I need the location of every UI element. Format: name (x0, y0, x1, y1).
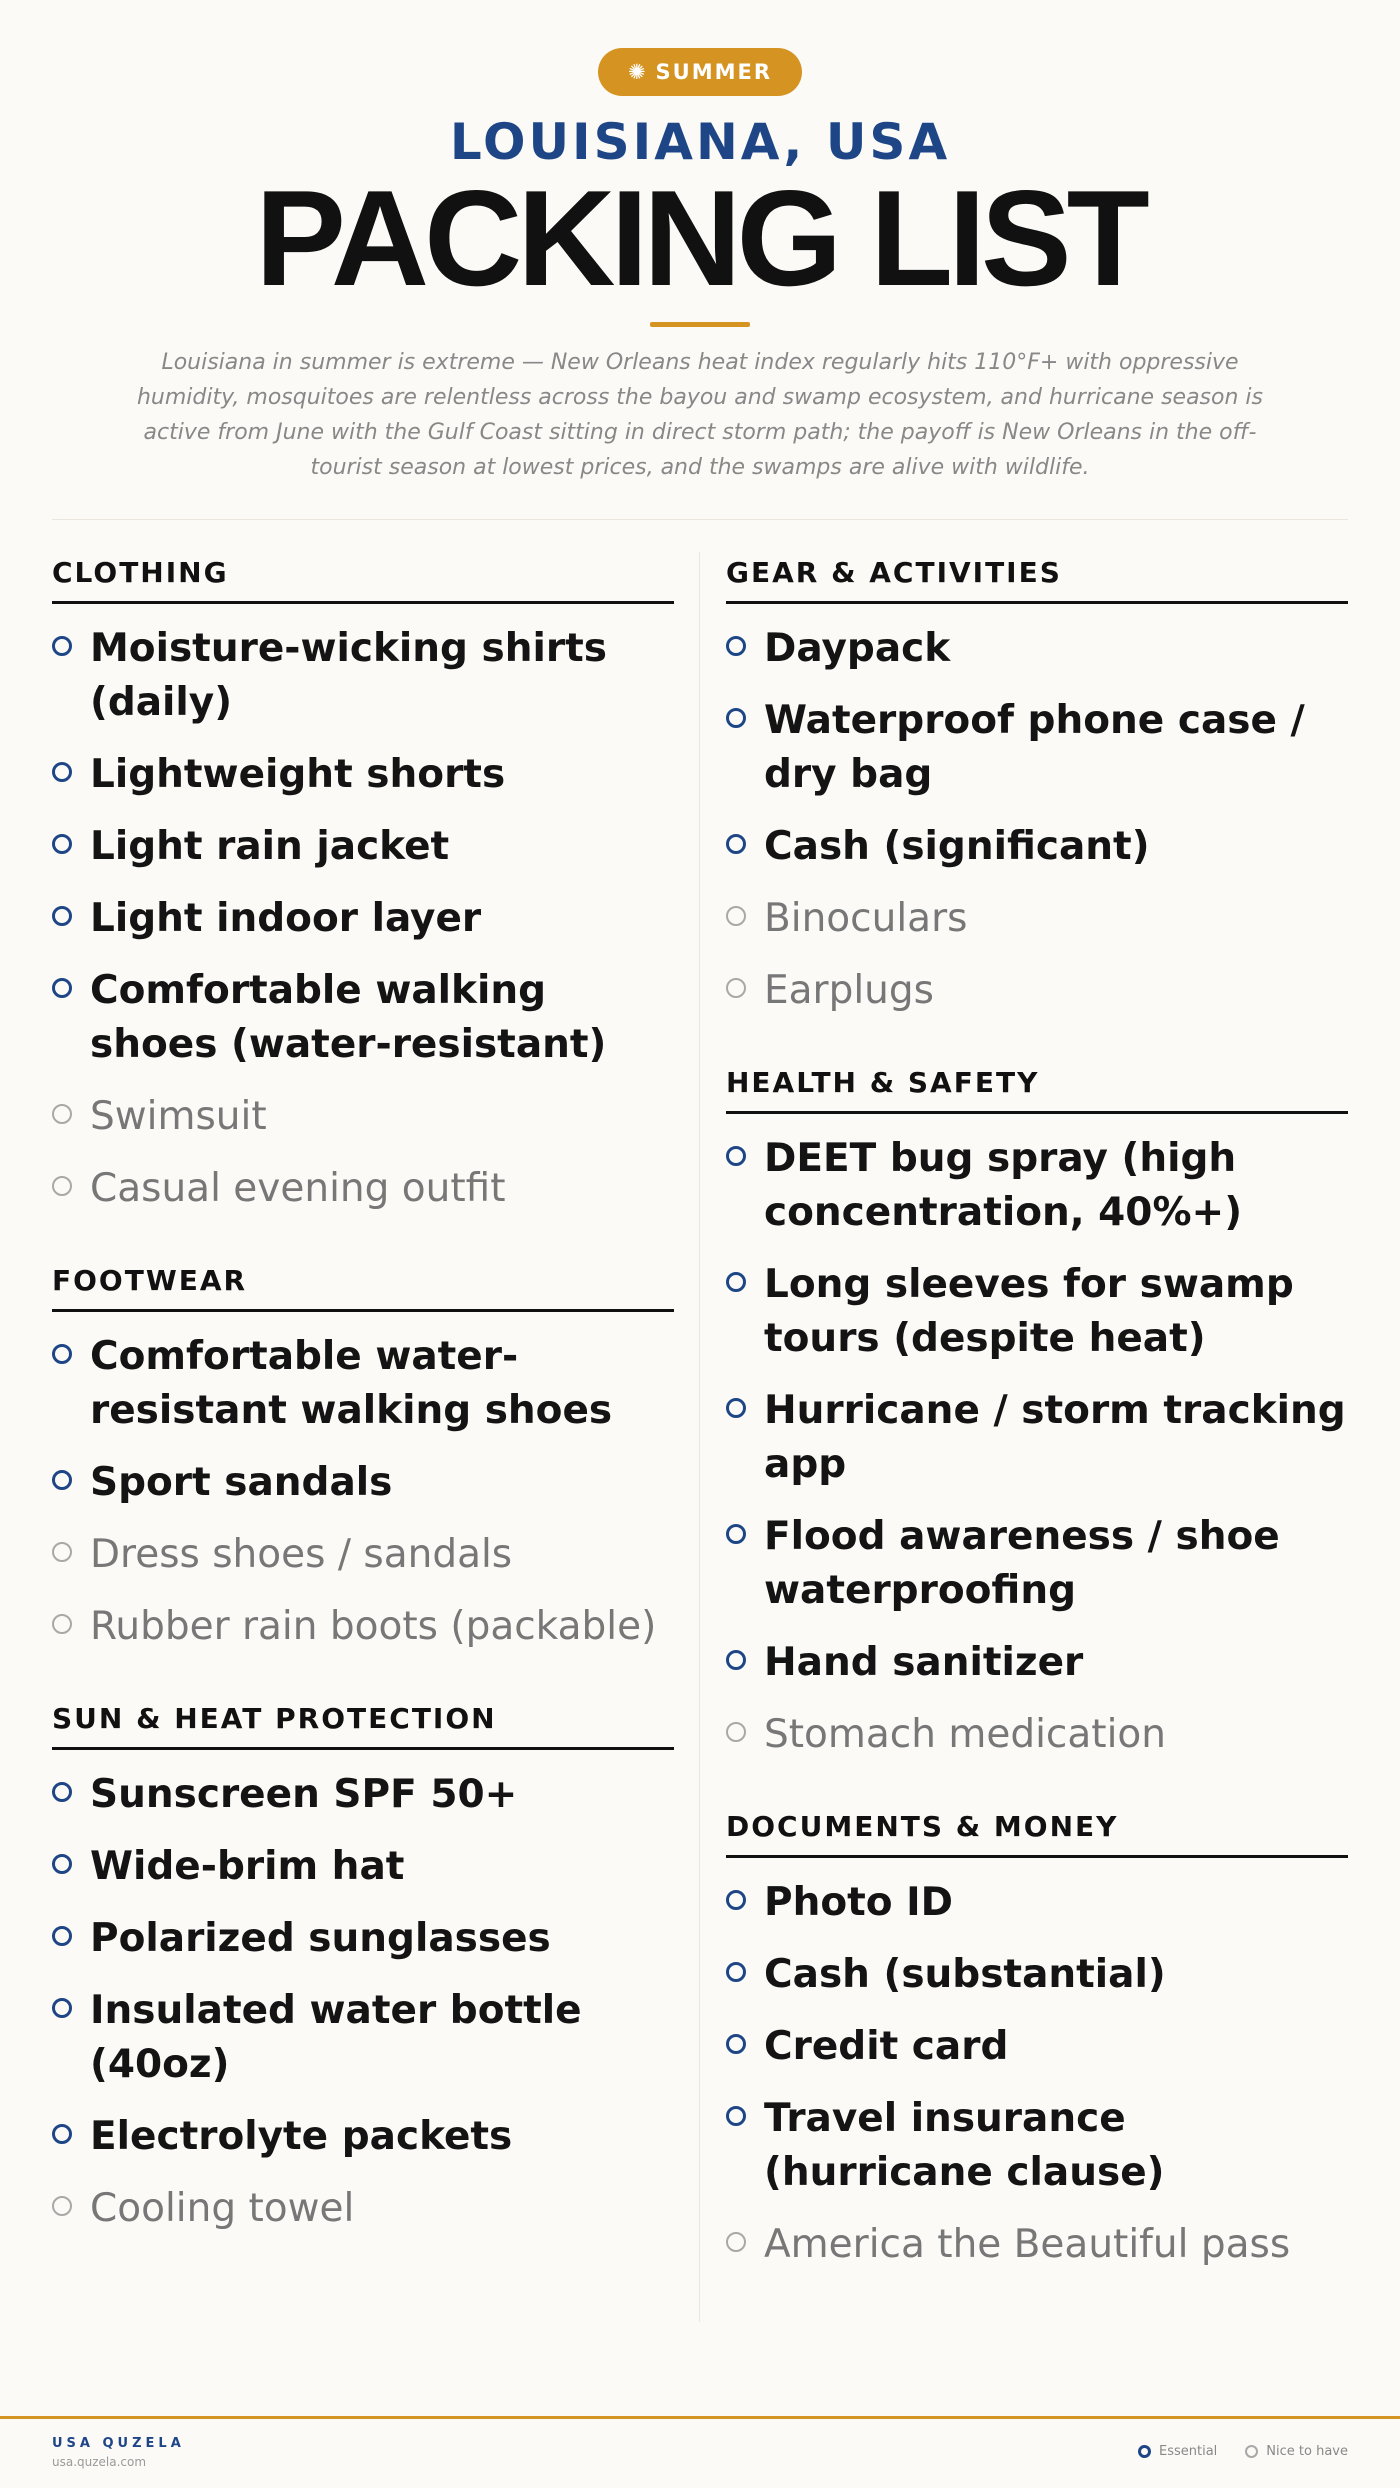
checkbox-circle-icon[interactable] (52, 2124, 72, 2144)
checklist-item[interactable] (52, 1840, 674, 1894)
checkbox-circle-icon[interactable] (726, 1650, 746, 1670)
item-label: Moisture-wicking shirts (daily) (90, 626, 607, 725)
legend-essential-label: Essential (1159, 2444, 1218, 2459)
section-sun-heat (52, 1702, 674, 2236)
section-title: SUN & HEAT PROTECTION (52, 1702, 674, 1750)
section-title: DOCUMENTS & MONEY (726, 1810, 1348, 1858)
checkbox-circle-icon[interactable] (52, 1104, 72, 1124)
section-title: GEAR & ACTIVITIES (726, 556, 1348, 604)
checklist-item[interactable] (52, 820, 674, 874)
checklist-item[interactable] (52, 1528, 674, 1582)
item-label: Photo ID (764, 1880, 954, 1925)
checklist-item[interactable] (726, 1510, 1348, 1618)
checklist-item[interactable] (52, 1456, 674, 1510)
checkbox-circle-icon[interactable] (52, 1854, 72, 1874)
checkbox-circle-icon[interactable] (52, 1176, 72, 1196)
checkbox-circle-icon[interactable] (726, 2232, 746, 2252)
item-label: Lightweight shorts (90, 752, 506, 797)
item-label: Light indoor layer (90, 896, 482, 941)
checkbox-circle-icon[interactable] (726, 1146, 746, 1166)
checkbox-circle-icon[interactable] (52, 2196, 72, 2216)
section-gear (726, 556, 1348, 1018)
season-badge (598, 48, 802, 96)
item-label: Sport sandals (90, 1460, 393, 1505)
checkbox-circle-icon[interactable] (52, 1470, 72, 1490)
checklist-item[interactable] (52, 1984, 674, 2092)
checkbox-circle-icon[interactable] (52, 906, 72, 926)
checkbox-circle-icon[interactable] (726, 708, 746, 728)
left-column (52, 556, 674, 2284)
legend-nice-label: Nice to have (1266, 2444, 1348, 2459)
item-list (52, 622, 674, 1216)
item-label: Rubber rain boots (packable) (90, 1604, 657, 1649)
item-label: Comfortable water-resistant walking shoes (90, 1334, 613, 1433)
location-subtitle: LOUISIANA, USA (449, 113, 951, 171)
item-label: Polarized sunglasses (90, 1916, 551, 1961)
checklist-item[interactable] (726, 1132, 1348, 1240)
checklist-item[interactable] (726, 2092, 1348, 2200)
checklist-item[interactable] (52, 1090, 674, 1144)
essential-circle-icon (1138, 2445, 1151, 2458)
footer-brand (52, 2436, 185, 2469)
checklist-item[interactable] (52, 748, 674, 802)
item-label: Long sleeves for swamp tours (despite heat) (764, 1262, 1294, 1361)
checklist-item[interactable] (726, 2218, 1348, 2272)
checklist-item[interactable] (726, 892, 1348, 946)
item-label: Wide-brim hat (90, 1844, 405, 1889)
checkbox-circle-icon[interactable] (726, 1962, 746, 1982)
footer-divider (0, 2416, 1400, 2419)
item-label: Daypack (764, 626, 951, 671)
section-title: CLOTHING (52, 556, 674, 604)
header (0, 0, 1400, 485)
checklist-item[interactable] (726, 1636, 1348, 1690)
checkbox-circle-icon[interactable] (726, 906, 746, 926)
item-label: Casual evening outfit (90, 1166, 506, 1211)
checklist-item[interactable] (52, 964, 674, 1072)
item-label: Stomach medication (764, 1712, 1166, 1757)
item-list (52, 1330, 674, 1654)
item-label: Earplugs (764, 968, 934, 1013)
item-label: Insulated water bottle (40oz) (90, 1988, 582, 2087)
priority-legend (1138, 2444, 1348, 2459)
item-label: America the Beautiful pass (764, 2222, 1291, 2267)
checklist-item[interactable] (52, 892, 674, 946)
item-label: Comfortable walking shoes (water-resistant) (90, 968, 607, 1067)
brand-name: USA QUZELA (52, 2436, 185, 2451)
checkbox-circle-icon[interactable] (52, 636, 72, 656)
checkbox-circle-icon[interactable] (726, 1272, 746, 1292)
nice-to-have-circle-icon (1245, 2445, 1258, 2458)
checklist-item[interactable] (52, 2182, 674, 2236)
checkbox-circle-icon[interactable] (726, 834, 746, 854)
item-list (52, 1768, 674, 2236)
brand-url: usa.quzela.com (52, 2455, 147, 2469)
intro-paragraph: Louisiana in summer is extreme — New Orleans heat index regularly hits 110°F+ with oppressive humidity, mosquitoes are relentless across the bayou and swamp ecosystem, and hurricane season is active from June with the Gulf Coast sitting in direct storm path; the payoff is New Orleans in the off-tourist season at lowest prices, and the swamps are alive with wildlife. (136, 350, 1263, 480)
checkbox-circle-icon[interactable] (726, 1524, 746, 1544)
item-list (726, 622, 1348, 1018)
checklist-item[interactable] (52, 1768, 674, 1822)
checkbox-circle-icon[interactable] (52, 978, 72, 998)
checklist-item[interactable] (726, 820, 1348, 874)
item-label: Hurricane / storm tracking app (764, 1388, 1346, 1487)
checklist-item[interactable] (726, 2020, 1348, 2074)
item-label: Dress shoes / sandals (90, 1532, 513, 1577)
checklist-item[interactable] (52, 1330, 674, 1438)
right-column (726, 556, 1348, 2320)
checkbox-circle-icon[interactable] (726, 2106, 746, 2126)
checkbox-circle-icon[interactable] (52, 762, 72, 782)
checkbox-circle-icon[interactable] (52, 1998, 72, 2018)
checklist-item[interactable] (726, 1258, 1348, 1366)
checklist-item[interactable] (726, 1708, 1348, 1762)
item-label: DEET bug spray (high concentration, 40%+) (764, 1136, 1243, 1235)
season-label: SUMMER (655, 60, 773, 84)
section-documents (726, 1810, 1348, 2272)
title-accent-bar (650, 322, 750, 327)
checkbox-circle-icon[interactable] (52, 834, 72, 854)
checklist-item[interactable] (726, 1876, 1348, 1930)
checklist-item[interactable] (726, 694, 1348, 802)
checklist-item[interactable] (726, 964, 1348, 1018)
section-title: FOOTWEAR (52, 1264, 674, 1312)
section-health (726, 1066, 1348, 1762)
checklist-item[interactable] (52, 1162, 674, 1216)
item-label: Cooling towel (90, 2186, 355, 2231)
item-label: Travel insurance (hurricane clause) (764, 2096, 1165, 2195)
checklist-item[interactable] (52, 2110, 674, 2164)
checkbox-circle-icon[interactable] (726, 978, 746, 998)
item-label: Waterproof phone case / dry bag (764, 698, 1305, 797)
item-label: Swimsuit (90, 1094, 267, 1139)
checkbox-circle-icon[interactable] (726, 636, 746, 656)
checklist-item[interactable] (726, 622, 1348, 676)
item-label: Sunscreen SPF 50+ (90, 1772, 518, 1817)
section-footwear (52, 1264, 674, 1654)
section-title: HEALTH & SAFETY (726, 1066, 1348, 1114)
checklist-item[interactable] (52, 622, 674, 730)
checklist-item[interactable] (52, 1600, 674, 1654)
item-list (726, 1132, 1348, 1762)
checklist-item[interactable] (726, 1948, 1348, 2002)
column-divider (699, 552, 700, 2322)
item-label: Binoculars (764, 896, 968, 941)
section-clothing (52, 556, 674, 1216)
item-label: Hand sanitizer (764, 1640, 1084, 1685)
item-list (726, 1876, 1348, 2272)
checkbox-circle-icon[interactable] (52, 1542, 72, 1562)
checkbox-circle-icon[interactable] (726, 1398, 746, 1418)
checkbox-circle-icon[interactable] (52, 1926, 72, 1946)
item-label: Cash (substantial) (764, 1952, 1166, 1997)
checkbox-circle-icon[interactable] (726, 1722, 746, 1742)
item-label: Light rain jacket (90, 824, 450, 869)
item-label: Cash (significant) (764, 824, 1150, 869)
checkbox-circle-icon[interactable] (52, 1344, 72, 1364)
checkbox-circle-icon[interactable] (726, 1890, 746, 1910)
checkbox-circle-icon[interactable] (52, 1614, 72, 1634)
item-label: Electrolyte packets (90, 2114, 513, 2159)
checkbox-circle-icon[interactable] (726, 2034, 746, 2054)
header-divider (52, 519, 1348, 520)
checklist-item[interactable] (52, 1912, 674, 1966)
checklist-item[interactable] (726, 1384, 1348, 1492)
page-title: PACKING LIST (255, 162, 1145, 314)
checkbox-circle-icon[interactable] (52, 1782, 72, 1802)
sun-icon: ✺ (627, 60, 648, 84)
item-label: Credit card (764, 2024, 1009, 2069)
item-label: Flood awareness / shoe waterproofing (764, 1514, 1280, 1613)
